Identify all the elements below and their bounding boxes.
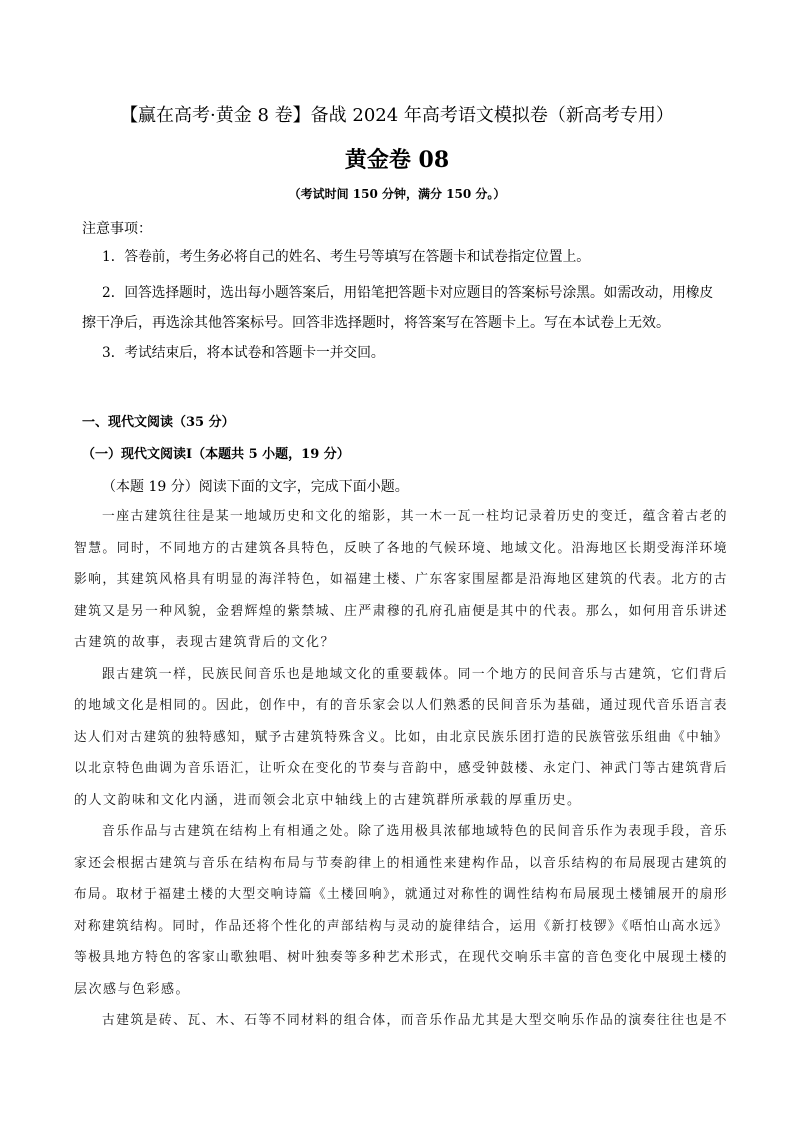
exam-title: 【赢在高考·黄金 8 卷】备战 2024 年高考语文模拟卷（新高考专用） xyxy=(120,105,674,126)
passage-line: 智慧。同时，不同地方的古建筑各具特色，反映了各地的气候环境、地域文化。沿海地区长期受海洋环境 xyxy=(74,541,729,556)
notice-item-3: 3．考试结束后，将本试卷和答题卡一并交回。 xyxy=(102,345,385,361)
paper-subtitle: 黄金卷 08 xyxy=(344,147,450,173)
notice-item-2-line-2: 擦干净后，再选涂其他答案标号。回答非选择题时，将答案写在答题卡上。写在本试卷上无效。 xyxy=(82,315,670,331)
passage-line: 古建筑的故事，表现古建筑背后的文化？ xyxy=(74,635,336,650)
passage-line: 等极具地方特色的客家山歌独唱、树叶独奏等多种艺术形式，在现代交响乐丰富的音色变化中展现土楼的 xyxy=(74,950,729,965)
passage-line: 达人们对古建筑的独特感知，赋予古建筑特殊含义。比如，由北京民族乐团打造的民族管弦乐组曲《中轴》 xyxy=(74,730,728,745)
passage-line: 布局。取材于福建土楼的大型交响诗篇《土楼回响》，就通过对称性的调性结构布局展现土楼铺展开的扇形 xyxy=(74,887,729,902)
passage-line: 建筑又是另一种风貌，金碧辉煌的紫禁城、庄严肃穆的孔府孔庙便是其中的代表。那么，如何用音乐讲述 xyxy=(74,604,729,619)
section-heading: 一、现代文阅读（35 分） xyxy=(82,415,235,430)
passage-line: 以北京特色曲调为音乐语汇，让听众在变化的节奏与音韵中，感受钟鼓楼、永定门、神武门等古建筑背后 xyxy=(74,761,729,776)
notice-heading: 注意事项： xyxy=(82,221,152,237)
reading-instruction: （本题 19 分）阅读下面的文字，完成下面小题。 xyxy=(102,479,409,495)
notice-item-1: 1．答卷前，考生务必将自己的姓名、考生号等填写在答题卡和试卷指定位置上。 xyxy=(102,249,590,265)
exam-time-note: （考试时间 150 分钟，满分 150 分。） xyxy=(288,187,506,201)
passage-line: 影响，其建筑风格具有明显的海洋特色，如福建土楼、广东客家围屋都是沿海地区建筑的代表。北方的古 xyxy=(74,572,729,587)
passage-line: 家还会根据古建筑与音乐在结构布局与节奏韵律上的相通性来建构作品，以音乐结构的布局展现古建筑的 xyxy=(74,856,729,871)
notice-item-2-line-1: 2．回答选择题时，选出每小题答案后，用铅笔把答题卡对应题目的答案标号涂黑。如需改动，用橡皮 xyxy=(102,285,714,301)
passage-line: 层次感与色彩感。 xyxy=(74,982,191,997)
passage-line: 的人文韵味和文化内涵，进而领会北京中轴线上的古建筑群所承载的厚重历史。 xyxy=(74,793,582,808)
passage-line: 跟古建筑一样，民族民间音乐也是地域文化的重要载体。同一个地方的民间音乐与古建筑，它们背后 xyxy=(102,667,729,682)
passage-line: 对称建筑结构。同时，作品还将个性化的声部结构与灵动的旋律结合，运用《新打枝锣》《唔怕山高水远》 xyxy=(74,919,729,934)
passage-line: 的地域文化是相同的。因此，创作中，有的音乐家会以人们熟悉的民间音乐为基础，通过现代音乐语言表 xyxy=(74,698,729,713)
passage-line: 一座古建筑往往是某一地域历史和文化的缩影，其一木一瓦一柱均记录着历史的变迁，蕴含着古老的 xyxy=(102,509,729,524)
passage-line: 音乐作品与古建筑在结构上有相通之处。除了选用极具浓郁地域特色的民间音乐作为表现手段，音乐 xyxy=(102,824,729,839)
sub-section-heading: （一）现代文阅读Ⅰ（本题共 5 小题，19 分） xyxy=(82,447,350,462)
passage-line: 古建筑是砖、瓦、木、石等不同材料的组合体，而音乐作品尤其是大型交响乐作品的演奏往往也是不 xyxy=(102,1013,729,1028)
